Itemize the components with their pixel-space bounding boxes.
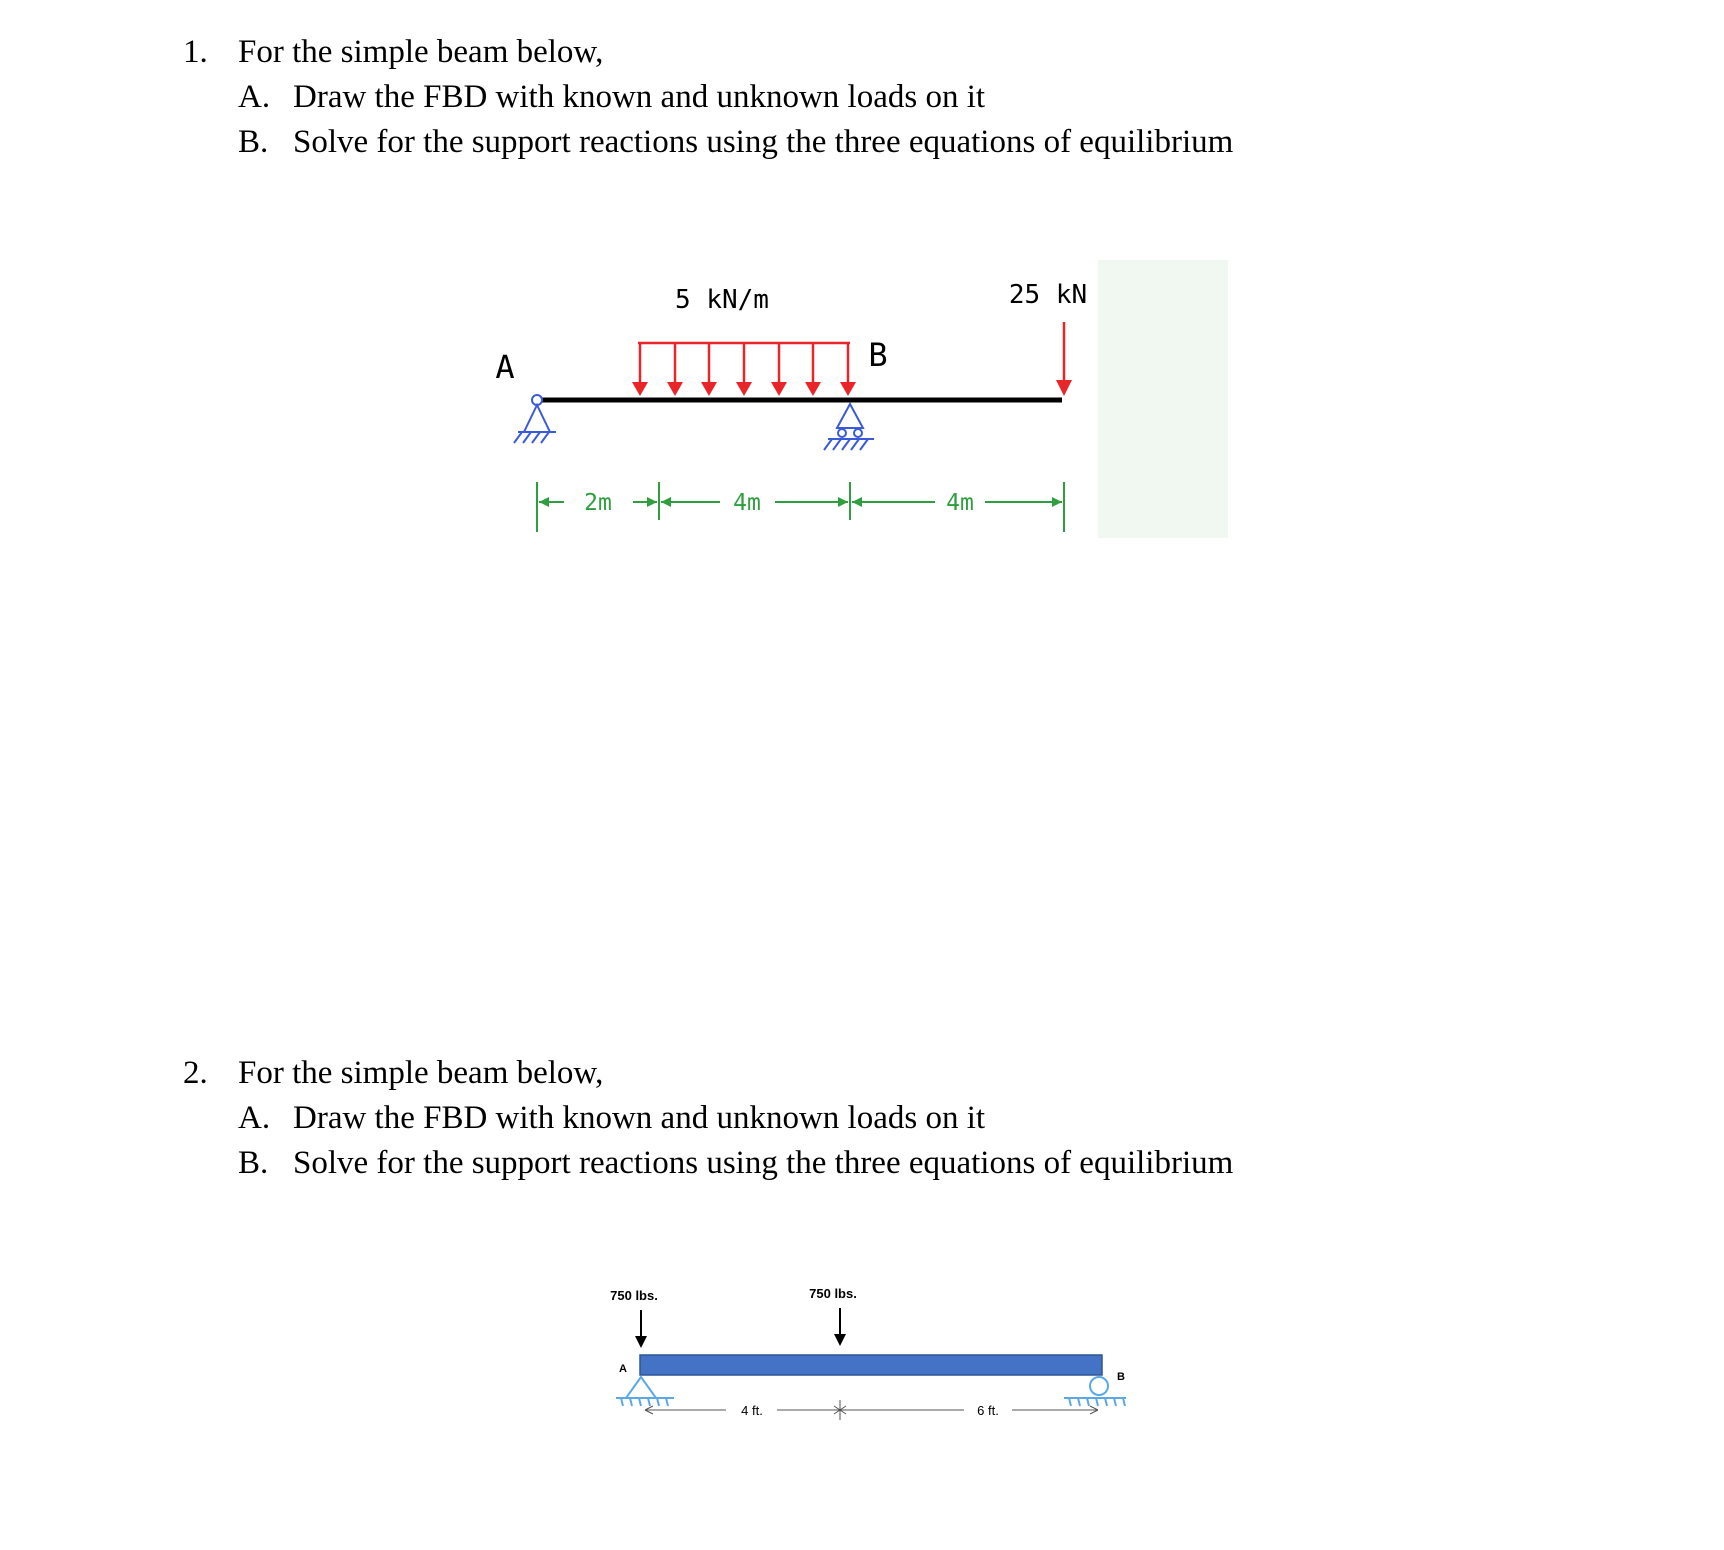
problem-stem: For the simple beam below,: [238, 34, 604, 70]
part-text: Solve for the support reactions using the three equations of equilibrium: [293, 124, 1234, 160]
part-label: B.: [238, 124, 269, 160]
support-label-a: A: [619, 1363, 627, 1375]
dimension-label-3: 4m: [946, 490, 974, 516]
support-label-b: B: [1117, 1371, 1125, 1383]
part-label: B.: [238, 1145, 269, 1181]
distributed-load-label: 5 kN/m: [675, 285, 769, 315]
figure-1-side-panel: [1098, 260, 1228, 538]
support-label-b: B: [868, 336, 888, 374]
load-mid-label: 750 lbs.: [809, 1286, 857, 1301]
support-label-a: A: [495, 348, 515, 386]
part-text: Solve for the support reactions using the three equations of equilibrium: [293, 1145, 1234, 1181]
dimension-label-right: 6 ft.: [977, 1403, 999, 1418]
dimension-label-1: 2m: [584, 490, 612, 516]
problem-number: 1.: [183, 34, 208, 70]
part-text: Draw the FBD with known and unknown loads on it: [293, 79, 986, 115]
part-label: A.: [238, 1100, 271, 1136]
dimension-label-left: 4 ft.: [741, 1403, 763, 1418]
problem-number: 2.: [183, 1055, 208, 1091]
problem-stem: For the simple beam below,: [238, 1055, 604, 1091]
part-label: A.: [238, 79, 271, 115]
part-text: Draw the FBD with known and unknown loads on it: [293, 1100, 986, 1136]
point-load-label: 25 kN: [1008, 280, 1088, 310]
dimension-label-2: 4m: [733, 490, 761, 516]
load-left-label: 750 lbs.: [610, 1288, 658, 1303]
